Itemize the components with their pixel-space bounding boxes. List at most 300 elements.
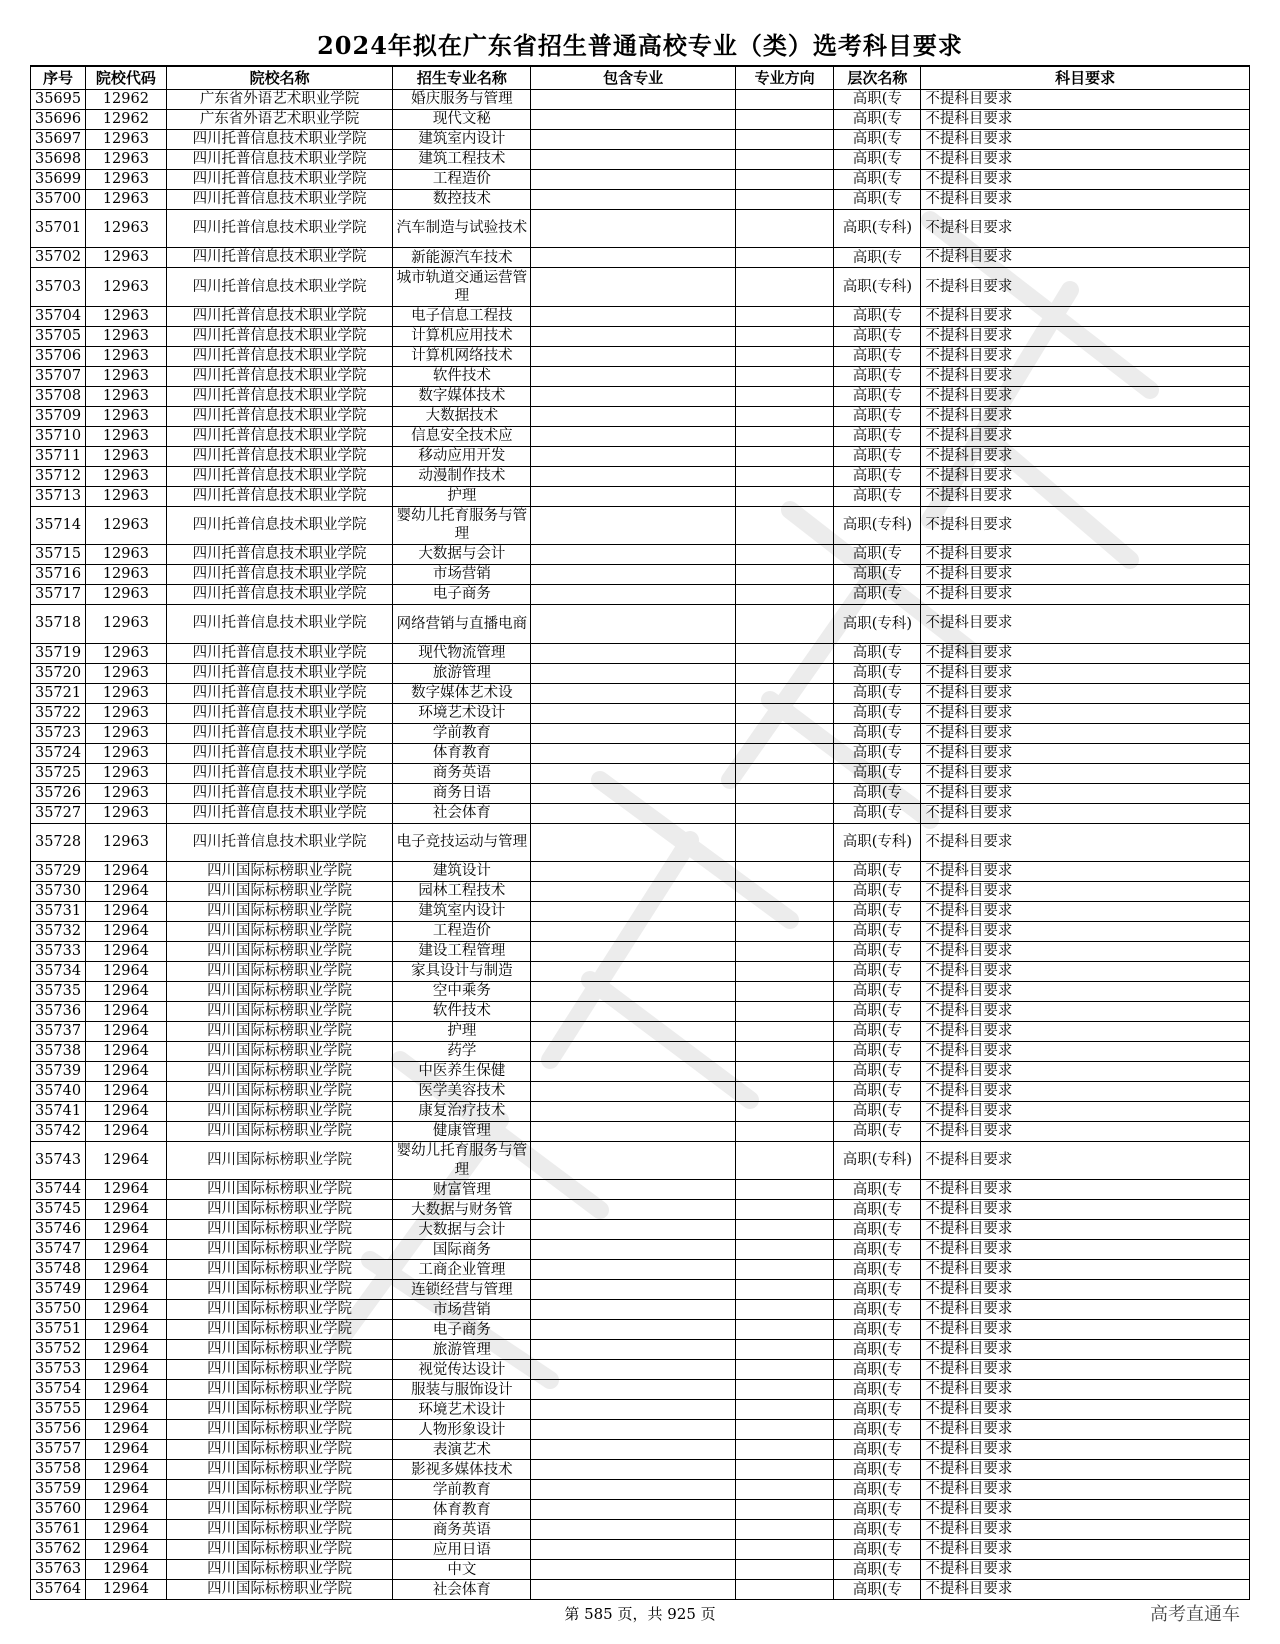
cell-school-name: 四川国际标榜职业学院: [166, 1061, 393, 1081]
cell-subject-requirement: 不提科目要求: [921, 783, 1250, 803]
cell-level: 高职(专: [834, 1420, 921, 1440]
cell-major-direction: [735, 1280, 834, 1300]
cell-subject-requirement: 不提科目要求: [921, 1141, 1250, 1179]
cell-school-code: 12963: [86, 663, 167, 683]
table-row: [31, 545, 1250, 565]
cell-level: 高职(专科): [834, 506, 921, 544]
cell-major-name: 现代物流管理: [393, 643, 531, 663]
cell-major-direction: [735, 486, 834, 506]
cell-major-direction: [735, 743, 834, 763]
table-row: [31, 506, 1250, 544]
table-row: [31, 1340, 1250, 1360]
cell-major-name: 康复治疗技术: [393, 1101, 531, 1121]
cell-school-code: 12964: [86, 921, 167, 941]
cell-major-direction: [735, 565, 834, 585]
cell-school-code: 12964: [86, 1280, 167, 1300]
cell-level: 高职(专: [834, 981, 921, 1001]
cell-major-name: 社会体育: [393, 803, 531, 823]
cell-school-code: 12964: [86, 1460, 167, 1480]
cell-school-name: 四川托普信息技术职业学院: [166, 346, 393, 366]
cell-level: 高职(专: [834, 803, 921, 823]
cell-level: 高职(专: [834, 1081, 921, 1101]
table-row: [31, 446, 1250, 466]
table-row: [31, 961, 1250, 981]
cell-included-majors: [531, 386, 736, 406]
cell-major-direction: [735, 170, 834, 190]
cell-school-code: 12964: [86, 901, 167, 921]
cell-school-name: 四川国际标榜职业学院: [166, 1101, 393, 1121]
cell-major-direction: [735, 941, 834, 961]
cell-seq: 35743: [31, 1141, 86, 1179]
cell-seq: 35707: [31, 366, 86, 386]
cell-major-name: 连锁经营与管理: [393, 1280, 531, 1300]
cell-school-code: 12964: [86, 1101, 167, 1121]
cell-level: 高职(专: [834, 1340, 921, 1360]
cell-subject-requirement: 不提科目要求: [921, 110, 1250, 130]
cell-level: 高职(专: [834, 743, 921, 763]
cell-level: 高职(专: [834, 881, 921, 901]
cell-school-name: 四川托普信息技术职业学院: [166, 703, 393, 723]
cell-school-code: 12963: [86, 210, 167, 248]
cell-seq: 35737: [31, 1021, 86, 1041]
cell-school-name: 四川托普信息技术职业学院: [166, 823, 393, 861]
cell-school-name: 四川国际标榜职业学院: [166, 861, 393, 881]
cell-school-code: 12964: [86, 1520, 167, 1540]
cell-included-majors: [531, 1480, 736, 1500]
cell-school-code: 12964: [86, 1360, 167, 1380]
cell-school-name: 四川托普信息技术职业学院: [166, 605, 393, 643]
cell-school-code: 12964: [86, 1320, 167, 1340]
table-row: [31, 703, 1250, 723]
cell-included-majors: [531, 1001, 736, 1021]
cell-major-direction: [735, 150, 834, 170]
cell-school-code: 12964: [86, 1141, 167, 1179]
cell-school-code: 12963: [86, 743, 167, 763]
cell-level: 高职(专: [834, 585, 921, 605]
cell-major-name: 园林工程技术: [393, 881, 531, 901]
table-row: [31, 1180, 1250, 1200]
cell-major-direction: [735, 446, 834, 466]
cell-school-name: 四川国际标榜职业学院: [166, 1280, 393, 1300]
cell-school-name: 四川托普信息技术职业学院: [166, 466, 393, 486]
cell-school-code: 12964: [86, 1380, 167, 1400]
cell-major-name: 体育教育: [393, 743, 531, 763]
cell-major-direction: [735, 190, 834, 210]
cell-level: 高职(专: [834, 190, 921, 210]
cell-major-direction: [735, 306, 834, 326]
cell-major-direction: [735, 1061, 834, 1081]
cell-seq: 35728: [31, 823, 86, 861]
cell-major-direction: [735, 1340, 834, 1360]
cell-major-name: 婴幼儿托育服务与管理: [393, 1141, 531, 1179]
cell-school-code: 12964: [86, 941, 167, 961]
cell-subject-requirement: 不提科目要求: [921, 1061, 1250, 1081]
cell-level: 高职(专: [834, 326, 921, 346]
cell-subject-requirement: 不提科目要求: [921, 1280, 1250, 1300]
header-school-name: 院校名称: [166, 66, 393, 90]
cell-major-direction: [735, 1240, 834, 1260]
table-row: [31, 1520, 1250, 1540]
cell-major-name: 城市轨道交通运营管理: [393, 268, 531, 306]
table-row: [31, 723, 1250, 743]
cell-seq: 35742: [31, 1121, 86, 1141]
cell-major-name: 护理: [393, 486, 531, 506]
cell-included-majors: [531, 110, 736, 130]
cell-school-code: 12963: [86, 406, 167, 426]
cell-major-direction: [735, 1440, 834, 1460]
cell-subject-requirement: 不提科目要求: [921, 585, 1250, 605]
cell-school-code: 12964: [86, 1081, 167, 1101]
cell-level: 高职(专: [834, 545, 921, 565]
header-seq: 序号: [31, 66, 86, 90]
cell-school-code: 12964: [86, 1340, 167, 1360]
table-row: [31, 1540, 1250, 1560]
cell-seq: 35718: [31, 605, 86, 643]
cell-seq: 35697: [31, 130, 86, 150]
cell-school-name: 四川国际标榜职业学院: [166, 1400, 393, 1420]
cell-major-name: 学前教育: [393, 723, 531, 743]
cell-subject-requirement: 不提科目要求: [921, 1200, 1250, 1220]
cell-school-name: 四川国际标榜职业学院: [166, 941, 393, 961]
cell-school-name: 四川国际标榜职业学院: [166, 1081, 393, 1101]
cell-seq: 35759: [31, 1480, 86, 1500]
cell-major-name: 数控技术: [393, 190, 531, 210]
cell-seq: 35725: [31, 763, 86, 783]
cell-subject-requirement: 不提科目要求: [921, 1021, 1250, 1041]
cell-school-code: 12963: [86, 803, 167, 823]
cell-subject-requirement: 不提科目要求: [921, 268, 1250, 306]
cell-school-name: 四川托普信息技术职业学院: [166, 446, 393, 466]
cell-school-name: 四川托普信息技术职业学院: [166, 190, 393, 210]
cell-included-majors: [531, 170, 736, 190]
table-row: [31, 683, 1250, 703]
cell-seq: 35700: [31, 190, 86, 210]
cell-seq: 35746: [31, 1220, 86, 1240]
cell-school-code: 12963: [86, 130, 167, 150]
cell-seq: 35702: [31, 248, 86, 268]
cell-level: 高职(专: [834, 921, 921, 941]
cell-major-direction: [735, 406, 834, 426]
cell-subject-requirement: 不提科目要求: [921, 723, 1250, 743]
cell-subject-requirement: 不提科目要求: [921, 643, 1250, 663]
cell-included-majors: [531, 1061, 736, 1081]
cell-major-direction: [735, 921, 834, 941]
cell-seq: 35720: [31, 663, 86, 683]
cell-major-direction: [735, 1001, 834, 1021]
table-row: [31, 1380, 1250, 1400]
table-row: [31, 1300, 1250, 1320]
cell-major-direction: [735, 1300, 834, 1320]
cell-subject-requirement: 不提科目要求: [921, 1220, 1250, 1240]
table-row: [31, 1141, 1250, 1179]
cell-included-majors: [531, 150, 736, 170]
cell-included-majors: [531, 1220, 736, 1240]
cell-school-name: 四川托普信息技术职业学院: [166, 366, 393, 386]
cell-seq: 35701: [31, 210, 86, 248]
cell-major-direction: [735, 90, 834, 110]
cell-seq: 35755: [31, 1400, 86, 1420]
cell-major-name: 体育教育: [393, 1500, 531, 1520]
cell-major-direction: [735, 1081, 834, 1101]
cell-subject-requirement: 不提科目要求: [921, 210, 1250, 248]
table-header-row: [31, 66, 1250, 90]
cell-major-name: 工商企业管理: [393, 1260, 531, 1280]
cell-level: 高职(专科): [834, 605, 921, 643]
cell-major-name: 商务英语: [393, 1520, 531, 1540]
cell-subject-requirement: 不提科目要求: [921, 1380, 1250, 1400]
cell-major-name: 影视多媒体技术: [393, 1460, 531, 1480]
table-row: [31, 743, 1250, 763]
cell-level: 高职(专: [834, 1540, 921, 1560]
header-included-majors: 包含专业: [531, 66, 736, 90]
cell-level: 高职(专: [834, 306, 921, 326]
table-row: [31, 1260, 1250, 1280]
cell-school-name: 四川托普信息技术职业学院: [166, 763, 393, 783]
cell-subject-requirement: 不提科目要求: [921, 366, 1250, 386]
cell-level: 高职(专科): [834, 268, 921, 306]
cell-subject-requirement: 不提科目要求: [921, 386, 1250, 406]
cell-school-name: 四川托普信息技术职业学院: [166, 783, 393, 803]
cell-school-name: 四川托普信息技术职业学院: [166, 406, 393, 426]
cell-seq: 35708: [31, 386, 86, 406]
cell-level: 高职(专: [834, 1061, 921, 1081]
cell-included-majors: [531, 723, 736, 743]
cell-major-direction: [735, 1580, 834, 1600]
cell-major-direction: [735, 248, 834, 268]
cell-major-direction: [735, 605, 834, 643]
cell-major-name: 商务英语: [393, 763, 531, 783]
cell-included-majors: [531, 130, 736, 150]
cell-seq: 35730: [31, 881, 86, 901]
cell-major-name: 商务日语: [393, 783, 531, 803]
cell-level: 高职(专: [834, 130, 921, 150]
cell-level: 高职(专: [834, 643, 921, 663]
cell-major-name: 国际商务: [393, 1240, 531, 1260]
cell-major-name: 建筑室内设计: [393, 130, 531, 150]
cell-subject-requirement: 不提科目要求: [921, 1460, 1250, 1480]
cell-major-name: 网络营销与直播电商: [393, 605, 531, 643]
cell-major-direction: [735, 961, 834, 981]
cell-school-code: 12964: [86, 1400, 167, 1420]
cell-seq: 35706: [31, 346, 86, 366]
table-row: [31, 150, 1250, 170]
cell-included-majors: [531, 326, 736, 346]
cell-included-majors: [531, 881, 736, 901]
cell-included-majors: [531, 1380, 736, 1400]
cell-seq: 35762: [31, 1540, 86, 1560]
cell-major-direction: [735, 506, 834, 544]
table-row: [31, 763, 1250, 783]
cell-included-majors: [531, 703, 736, 723]
cell-included-majors: [531, 823, 736, 861]
cell-major-name: 家具设计与制造: [393, 961, 531, 981]
header-school-code: 院校代码: [86, 66, 167, 90]
cell-included-majors: [531, 1500, 736, 1520]
cell-school-name: 四川托普信息技术职业学院: [166, 248, 393, 268]
cell-seq: 35715: [31, 545, 86, 565]
cell-seq: 35696: [31, 110, 86, 130]
cell-school-name: 四川国际标榜职业学院: [166, 1001, 393, 1021]
cell-level: 高职(专: [834, 1280, 921, 1300]
table-row: [31, 190, 1250, 210]
table-row: [31, 426, 1250, 446]
cell-school-name: 四川国际标榜职业学院: [166, 921, 393, 941]
table-row: [31, 1001, 1250, 1021]
cell-school-code: 12963: [86, 783, 167, 803]
cell-school-name: 四川托普信息技术职业学院: [166, 210, 393, 248]
cell-major-name: 健康管理: [393, 1121, 531, 1141]
cell-major-direction: [735, 663, 834, 683]
cell-level: 高职(专科): [834, 210, 921, 248]
table-row: [31, 783, 1250, 803]
cell-school-name: 四川托普信息技术职业学院: [166, 743, 393, 763]
cell-level: 高职(专: [834, 1200, 921, 1220]
cell-school-code: 12963: [86, 605, 167, 643]
cell-included-majors: [531, 1041, 736, 1061]
table-row: [31, 823, 1250, 861]
cell-subject-requirement: 不提科目要求: [921, 90, 1250, 110]
cell-school-code: 12963: [86, 248, 167, 268]
cell-seq: 35763: [31, 1560, 86, 1580]
cell-school-code: 12963: [86, 585, 167, 605]
cell-included-majors: [531, 861, 736, 881]
cell-level: 高职(专: [834, 1001, 921, 1021]
cell-subject-requirement: 不提科目要求: [921, 1121, 1250, 1141]
cell-major-name: 大数据与会计: [393, 545, 531, 565]
cell-major-name: 计算机应用技术: [393, 326, 531, 346]
cell-level: 高职(专: [834, 861, 921, 881]
cell-subject-requirement: 不提科目要求: [921, 861, 1250, 881]
cell-seq: 35739: [31, 1061, 86, 1081]
cell-school-name: 四川托普信息技术职业学院: [166, 268, 393, 306]
cell-school-code: 12963: [86, 150, 167, 170]
cell-included-majors: [531, 1360, 736, 1380]
table-row: [31, 1400, 1250, 1420]
cell-major-name: 社会体育: [393, 1580, 531, 1600]
cell-included-majors: [531, 366, 736, 386]
cell-subject-requirement: 不提科目要求: [921, 1520, 1250, 1540]
cell-school-code: 12963: [86, 683, 167, 703]
cell-level: 高职(专: [834, 1460, 921, 1480]
cell-level: 高职(专: [834, 961, 921, 981]
header-major-name: 招生专业名称: [393, 66, 531, 90]
cell-level: 高职(专: [834, 1041, 921, 1061]
cell-level: 高职(专: [834, 426, 921, 446]
cell-included-majors: [531, 306, 736, 326]
cell-major-direction: [735, 723, 834, 743]
cell-school-code: 12963: [86, 446, 167, 466]
cell-subject-requirement: 不提科目要求: [921, 170, 1250, 190]
cell-school-name: 四川国际标榜职业学院: [166, 881, 393, 901]
brand-watermark: 高考直通车: [1150, 1604, 1240, 1625]
cell-school-name: 四川托普信息技术职业学院: [166, 683, 393, 703]
cell-major-name: 财富管理: [393, 1180, 531, 1200]
table-row: [31, 1220, 1250, 1240]
cell-school-name: 四川托普信息技术职业学院: [166, 150, 393, 170]
cell-included-majors: [531, 190, 736, 210]
cell-level: 高职(专: [834, 110, 921, 130]
cell-subject-requirement: 不提科目要求: [921, 506, 1250, 544]
cell-major-name: 市场营销: [393, 1300, 531, 1320]
cell-major-name: 计算机网络技术: [393, 346, 531, 366]
cell-major-name: 表演艺术: [393, 1440, 531, 1460]
cell-school-name: 四川国际标榜职业学院: [166, 1141, 393, 1179]
cell-subject-requirement: 不提科目要求: [921, 1320, 1250, 1340]
cell-subject-requirement: 不提科目要求: [921, 426, 1250, 446]
cell-major-name: 动漫制作技术: [393, 466, 531, 486]
cell-seq: 35726: [31, 783, 86, 803]
table-row: [31, 1240, 1250, 1260]
cell-included-majors: [531, 783, 736, 803]
cell-level: 高职(专: [834, 150, 921, 170]
cell-major-direction: [735, 426, 834, 446]
cell-major-direction: [735, 268, 834, 306]
table-row: [31, 1041, 1250, 1061]
cell-school-code: 12964: [86, 1041, 167, 1061]
table-row: [31, 1280, 1250, 1300]
cell-level: 高职(专: [834, 1380, 921, 1400]
cell-major-name: 建筑工程技术: [393, 150, 531, 170]
cell-major-direction: [735, 1041, 834, 1061]
table-row: [31, 1560, 1250, 1580]
cell-school-name: 四川国际标榜职业学院: [166, 1440, 393, 1460]
cell-school-code: 12964: [86, 1300, 167, 1320]
cell-major-name: 大数据与会计: [393, 1220, 531, 1240]
cell-school-code: 12964: [86, 1500, 167, 1520]
cell-school-name: 四川国际标榜职业学院: [166, 1520, 393, 1540]
cell-school-code: 12964: [86, 1240, 167, 1260]
table-row: [31, 1021, 1250, 1041]
cell-school-code: 12963: [86, 466, 167, 486]
table-row: [31, 901, 1250, 921]
cell-seq: 35741: [31, 1101, 86, 1121]
cell-seq: 35703: [31, 268, 86, 306]
cell-level: 高职(专: [834, 1500, 921, 1520]
table-row: [31, 981, 1250, 1001]
cell-level: 高职(专科): [834, 1141, 921, 1179]
cell-subject-requirement: 不提科目要求: [921, 1300, 1250, 1320]
cell-major-direction: [735, 1200, 834, 1220]
cell-school-code: 12962: [86, 110, 167, 130]
cell-major-name: 市场营销: [393, 565, 531, 585]
cell-seq: 35740: [31, 1081, 86, 1101]
cell-seq: 35757: [31, 1440, 86, 1460]
table-body: [31, 90, 1250, 1600]
cell-major-direction: [735, 763, 834, 783]
cell-major-name: 药学: [393, 1041, 531, 1061]
cell-school-code: 12964: [86, 1021, 167, 1041]
cell-major-direction: [735, 643, 834, 663]
cell-level: 高职(专: [834, 565, 921, 585]
table-row: [31, 1420, 1250, 1440]
cell-level: 高职(专: [834, 1560, 921, 1580]
table-row: [31, 466, 1250, 486]
table-row: [31, 1580, 1250, 1600]
cell-seq: 35761: [31, 1520, 86, 1540]
cell-included-majors: [531, 1300, 736, 1320]
cell-school-code: 12964: [86, 881, 167, 901]
table-row: [31, 306, 1250, 326]
cell-level: 高职(专: [834, 386, 921, 406]
cell-school-name: 四川托普信息技术职业学院: [166, 386, 393, 406]
cell-subject-requirement: 不提科目要求: [921, 823, 1250, 861]
cell-subject-requirement: 不提科目要求: [921, 961, 1250, 981]
table-row: [31, 406, 1250, 426]
cell-included-majors: [531, 1021, 736, 1041]
cell-level: 高职(专: [834, 703, 921, 723]
table-row: [31, 663, 1250, 683]
cell-seq: 35738: [31, 1041, 86, 1061]
